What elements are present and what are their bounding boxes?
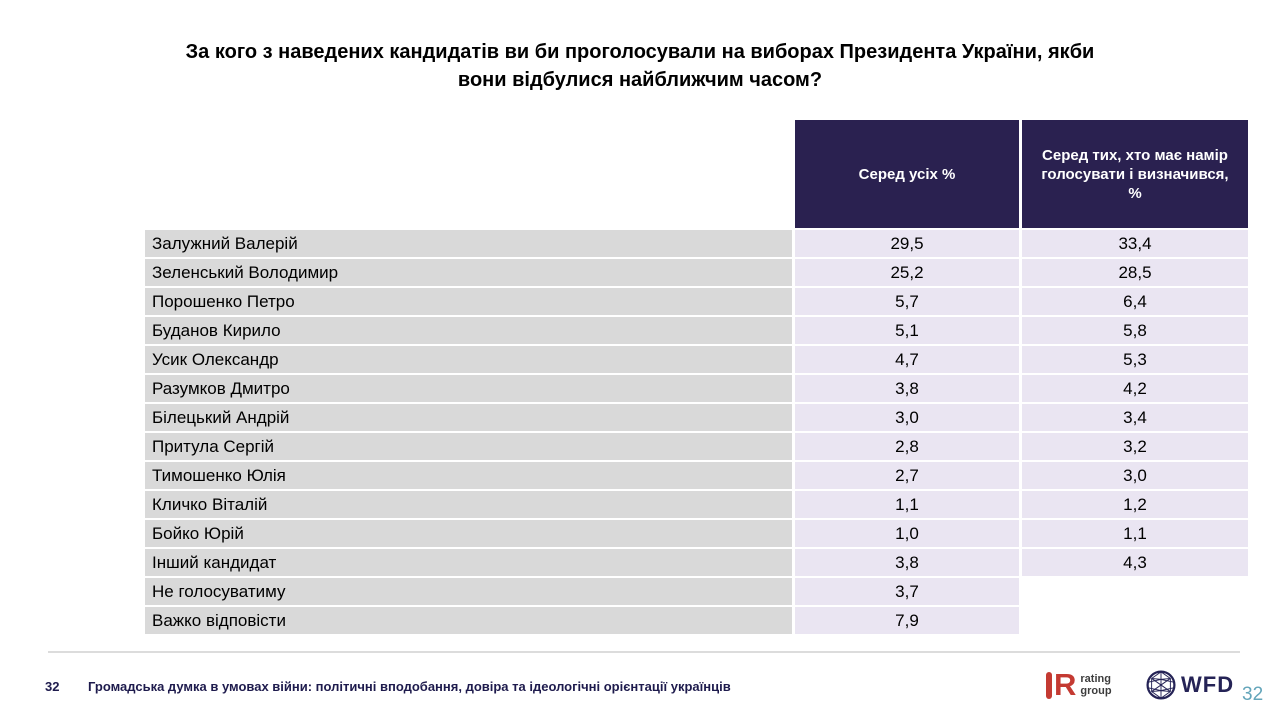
value-among-all: 29,5	[795, 230, 1019, 257]
value-among-decided: 33,4	[1022, 230, 1248, 257]
rating-logo-bar-icon	[1046, 672, 1052, 699]
table-row	[145, 607, 1248, 634]
value-among-all: 1,0	[795, 520, 1019, 547]
value-among-all: 3,0	[795, 404, 1019, 431]
value-among-decided	[1022, 607, 1248, 634]
wfd-logo-text: WFD	[1181, 672, 1235, 697]
rating-logo-text	[1080, 673, 1111, 697]
rating-logo-line2: group	[1080, 685, 1112, 697]
wfd-logo	[1146, 668, 1234, 702]
value-among-all: 1,1	[795, 491, 1019, 518]
footer-divider	[48, 651, 1240, 653]
slide-number: 32	[1242, 684, 1264, 705]
value-among-all: 2,8	[795, 433, 1019, 460]
value-among-all: 2,7	[795, 462, 1019, 489]
candidate-name: Усик Олександр	[145, 346, 792, 373]
candidate-name: Тимошенко Юлія	[145, 462, 792, 489]
column-header-among-decided: Серед тих, хто має намір голосувати і визначився, %	[1022, 120, 1248, 228]
poll-results-table	[145, 120, 1248, 636]
value-among-all: 3,7	[795, 578, 1019, 605]
value-among-decided: 5,3	[1022, 346, 1248, 373]
value-among-decided: 28,5	[1022, 259, 1248, 286]
value-among-decided: 3,4	[1022, 404, 1248, 431]
value-among-decided: 4,2	[1022, 375, 1248, 402]
table-row	[145, 578, 1248, 605]
value-among-decided: 6,4	[1022, 288, 1248, 315]
value-among-decided	[1022, 578, 1248, 605]
table-row	[145, 288, 1248, 315]
candidate-name: Кличко Віталій	[145, 491, 792, 518]
table-row	[145, 375, 1248, 402]
table-row	[145, 520, 1248, 547]
value-among-all: 25,2	[795, 259, 1019, 286]
value-among-all: 5,7	[795, 288, 1019, 315]
table-row	[145, 230, 1248, 257]
table-body	[145, 230, 1248, 634]
candidate-name: Порошенко Петро	[145, 288, 792, 315]
candidate-name: Буданов Кирило	[145, 317, 792, 344]
candidate-name: Бойко Юрій	[145, 520, 792, 547]
table-row	[145, 404, 1248, 431]
column-header-among-all: Серед усіх %	[795, 120, 1019, 228]
value-among-decided: 1,1	[1022, 520, 1248, 547]
candidate-name: Разумков Дмитро	[145, 375, 792, 402]
candidate-name: Притула Сергій	[145, 433, 792, 460]
header-spacer	[145, 120, 792, 228]
value-among-all: 5,1	[795, 317, 1019, 344]
table-row	[145, 259, 1248, 286]
value-among-all: 3,8	[795, 549, 1019, 576]
page-title: За кого з наведених кандидатів ви би проголосували на виборах Президента України, якби вони відбулися найближчим часом?	[185, 41, 1095, 91]
value-among-decided: 1,2	[1022, 491, 1248, 518]
value-among-decided: 4,3	[1022, 549, 1248, 576]
value-among-decided: 3,2	[1022, 433, 1248, 460]
table-row	[145, 346, 1248, 373]
table-row	[145, 317, 1248, 344]
rating-group-logo	[1046, 668, 1112, 702]
footer-page-number: 32	[45, 679, 60, 694]
value-among-decided: 5,8	[1022, 317, 1248, 344]
table-row	[145, 462, 1248, 489]
candidate-name: Білецький Андрій	[145, 404, 792, 431]
footer-report-title: Громадська думка в умовах війни: політичні вподобання, довіра та ідеологічні орієнтації українців	[88, 679, 731, 694]
candidate-name: Не голосуватиму	[145, 578, 792, 605]
candidate-name: Інший кандидат	[145, 549, 792, 576]
table-row	[145, 433, 1248, 460]
rating-logo-line1: rating	[1080, 673, 1111, 685]
table-header-row	[145, 120, 1248, 228]
value-among-decided: 3,0	[1022, 462, 1248, 489]
value-among-all: 4,7	[795, 346, 1019, 373]
candidate-name: Зеленський Володимир	[145, 259, 792, 286]
table-row	[145, 491, 1248, 518]
globe-icon	[1146, 670, 1176, 700]
table-row	[145, 549, 1248, 576]
value-among-all: 7,9	[795, 607, 1019, 634]
rating-logo-r-icon: R	[1054, 667, 1077, 702]
candidate-name: Важко відповісти	[145, 607, 792, 634]
value-among-all: 3,8	[795, 375, 1019, 402]
candidate-name: Залужний Валерій	[145, 230, 792, 257]
